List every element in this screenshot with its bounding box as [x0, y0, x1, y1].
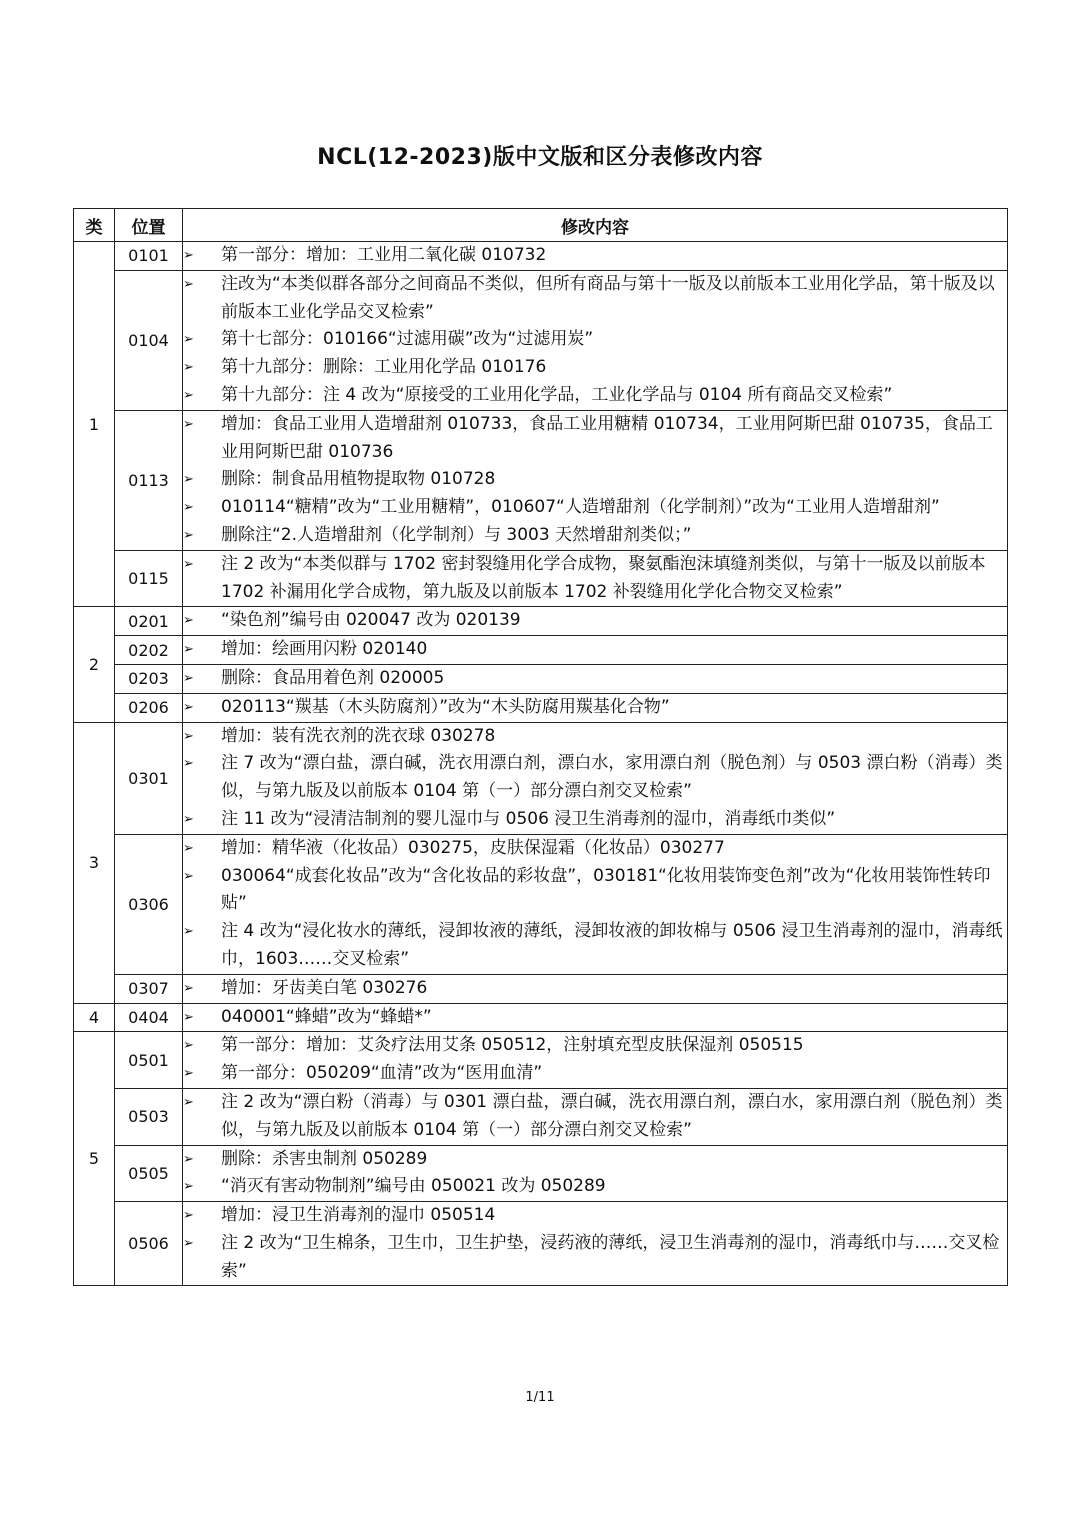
arrow-bullet-icon: ➢	[183, 360, 194, 376]
list-item	[183, 522, 1007, 550]
entry-text: 第一部分：增加：艾灸疗法用艾条 050512，注射填充型皮肤保湿剂 050515	[221, 1035, 804, 1056]
modification-table	[73, 208, 1008, 1286]
list-item	[183, 1230, 1007, 1286]
arrow-bullet-icon: ➢	[183, 670, 194, 686]
arrow-bullet-icon: ➢	[183, 868, 194, 884]
arrow-bullet-icon: ➢	[183, 613, 194, 629]
arrow-bullet-icon: ➢	[183, 248, 194, 263]
table-row	[74, 1003, 1008, 1032]
arrow-bullet-icon: ➢	[183, 276, 194, 292]
arrow-bullet-icon: ➢	[183, 756, 194, 772]
header-position: 位置	[115, 209, 183, 242]
content-cell	[183, 607, 1008, 636]
arrow-bullet-icon: ➢	[183, 1151, 194, 1167]
list-item	[183, 1060, 1007, 1088]
table-row	[74, 1145, 1008, 1202]
content-cell	[183, 270, 1008, 410]
list-item	[183, 382, 1007, 410]
table-row	[74, 550, 1008, 607]
position-code: 0301	[115, 722, 183, 834]
list-item	[183, 411, 1007, 467]
entry-text: 第十九部分：删除：工业用化学品 010176	[221, 357, 547, 378]
arrow-bullet-icon: ➢	[183, 1066, 194, 1082]
entry-text: 增加：浸卫生消毒剂的湿巾 050514	[221, 1205, 496, 1226]
position-code: 0404	[115, 1003, 183, 1032]
entry-text: 第一部分：增加：工业用二氧化碳 010732	[221, 245, 547, 265]
page-title: NCL(12-2023)版中文版和区分表修改内容	[317, 145, 763, 170]
table-row	[74, 834, 1008, 974]
entry-text: 030064“成套化妆品”改为“含化妆品的彩妆盘”，030181“化妆用装饰变色剂”改为“化妆用装饰性转印贴”	[221, 865, 991, 914]
table-body	[74, 242, 1008, 1286]
entry-text: 020113“羰基（木头防腐剂）”改为“木头防腐用羰基化合物”	[221, 696, 670, 717]
content-cell	[183, 834, 1008, 974]
table-row	[74, 242, 1008, 271]
entry-text: 第十七部分：010166“过滤用碳”改为“过滤用炭”	[221, 329, 594, 350]
position-code: 0115	[115, 550, 183, 607]
list-item	[183, 1032, 1007, 1060]
list-item	[183, 723, 1007, 751]
content-cell	[183, 722, 1008, 834]
content-cell	[183, 1145, 1008, 1202]
arrow-bullet-icon: ➢	[183, 840, 194, 856]
entry-text: 010114“糖精”改为“工业用糖精”，010607“人造增甜剂（化学制剂）”改为“工业用人造增甜剂”	[221, 497, 940, 518]
class-number: 3	[74, 722, 115, 1003]
class-number: 5	[74, 1032, 115, 1286]
entry-text: 删除：食品用着色剂 020005	[221, 667, 445, 688]
arrow-bullet-icon: ➢	[183, 924, 194, 940]
table-header-row	[74, 209, 1008, 242]
class-number: 2	[74, 607, 115, 722]
position-code: 0206	[115, 693, 183, 722]
entry-text: 注 7 改为“漂白盐，漂白碱，洗衣用漂白剂，漂白水，家用漂白剂（脱色剂）与 0503 漂白粉（消毒）类似，与第九版及以前版本 0104 第（一）部分漂白剂交叉检索”	[221, 753, 1003, 802]
entry-text: 注改为“本类似群各部分之间商品不类似，但所有商品与第十一版及以前版本工业用化学品，第十版及以前版本工业化学品交叉检索”	[221, 273, 995, 322]
position-code: 0506	[115, 1202, 183, 1286]
table-row	[74, 270, 1008, 410]
list-item	[183, 835, 1007, 863]
page-number: 1/11	[525, 1390, 555, 1405]
arrow-bullet-icon: ➢	[183, 642, 194, 658]
content-cell	[183, 242, 1008, 271]
class-number: 1	[74, 242, 115, 607]
table-row	[74, 410, 1008, 550]
position-code: 0306	[115, 834, 183, 974]
content-cell	[183, 550, 1008, 607]
position-code: 0503	[115, 1088, 183, 1145]
class-number: 4	[74, 1003, 115, 1032]
list-item	[183, 551, 1007, 607]
list-item	[183, 1173, 1007, 1201]
entry-text: 注 2 改为“卫生棉条，卫生巾，卫生护垫，浸药液的薄纸，浸卫生消毒剂的湿巾，消毒纸巾与……交叉检索”	[221, 1232, 1000, 1281]
content-cell	[183, 636, 1008, 665]
arrow-bullet-icon: ➢	[183, 1235, 194, 1251]
arrow-bullet-icon: ➢	[183, 1009, 194, 1025]
position-code: 0307	[115, 974, 183, 1003]
position-code: 0104	[115, 270, 183, 410]
entry-text: 注 2 改为“本类似群与 1702 密封裂缝用化学合成物，聚氨酯泡沫填缝剂类似，与第十一版及以前版本 1702 补漏用化学合成物，第九版及以前版本 1702 补裂缝用化学化合物交叉检索”	[221, 553, 986, 602]
position-code: 0101	[115, 242, 183, 271]
arrow-bullet-icon: ➢	[183, 472, 194, 488]
list-item	[183, 975, 1007, 1003]
list-item	[183, 665, 1007, 693]
position-code: 0113	[115, 410, 183, 550]
list-item	[183, 1146, 1007, 1174]
position-code: 0201	[115, 607, 183, 636]
entry-text: 第一部分：050209“血清”改为“医用血清”	[221, 1063, 543, 1084]
arrow-bullet-icon: ➢	[183, 556, 194, 572]
entry-text: 增加：牙齿美白笔 030276	[221, 977, 428, 998]
list-item	[183, 636, 1007, 664]
arrow-bullet-icon: ➢	[183, 332, 194, 348]
entry-text: “染色剂”编号由 020047 改为 020139	[221, 610, 521, 631]
content-cell	[183, 974, 1008, 1003]
list-item	[183, 1202, 1007, 1230]
entry-text: 删除：杀害虫制剂 050289	[221, 1148, 428, 1169]
arrow-bullet-icon: ➢	[183, 980, 194, 996]
entry-text: 增加：食品工业用人造增甜剂 010733，食品工业用糖精 010734，工业用阿斯巴甜 010735，食品工业用阿斯巴甜 010736	[221, 413, 993, 462]
list-item	[183, 466, 1007, 494]
table-row	[74, 636, 1008, 665]
arrow-bullet-icon: ➢	[183, 1038, 194, 1054]
table-row	[74, 693, 1008, 722]
entry-text: 040001“蜂蜡”改为“蜂蜡*”	[221, 1006, 432, 1027]
entry-text: 删除注“2.人造增甜剂（化学制剂）与 3003 天然增甜剂类似；”	[221, 524, 692, 545]
entry-text: 注 4 改为“浸化妆水的薄纸，浸卸妆液的薄纸，浸卸妆液的卸妆棉与 0506 浸卫生消毒剂的湿巾，消毒纸巾，1603……交叉检索”	[221, 921, 1003, 969]
table-row	[74, 607, 1008, 636]
content-cell	[183, 664, 1008, 693]
list-item	[183, 1004, 1007, 1032]
list-item	[183, 326, 1007, 354]
list-item	[183, 354, 1007, 382]
table-row	[74, 664, 1008, 693]
content-cell	[183, 1202, 1008, 1286]
list-item	[183, 494, 1007, 522]
arrow-bullet-icon: ➢	[183, 1208, 194, 1224]
arrow-bullet-icon: ➢	[183, 1179, 194, 1195]
arrow-bullet-icon: ➢	[183, 1094, 194, 1110]
table-row	[74, 1032, 1008, 1089]
entry-text: 增加：绘画用闪粉 020140	[221, 639, 428, 660]
table-row	[74, 1202, 1008, 1286]
content-cell	[183, 410, 1008, 550]
entry-text: 第十九部分：注 4 改为“原接受的工业用化学品，工业化学品与 0104 所有商品交叉检索”	[221, 384, 893, 405]
position-code: 0202	[115, 636, 183, 665]
content-cell	[183, 1032, 1008, 1089]
entry-text: 注 2 改为“漂白粉（消毒）与 0301 漂白盐，漂白碱，洗衣用漂白剂，漂白水，家用漂白剂（脱色剂）类似，与第九版及以前版本 0104 第（一）部分漂白剂交叉检索”	[221, 1091, 1003, 1140]
position-code: 0501	[115, 1032, 183, 1089]
header-class: 类	[74, 209, 115, 242]
list-item	[183, 607, 1007, 635]
entry-text: “消灭有害动物制剂”编号由 050021 改为 050289	[221, 1176, 606, 1197]
arrow-bullet-icon: ➢	[183, 416, 194, 432]
list-item	[183, 271, 1007, 327]
table-row	[74, 974, 1008, 1003]
list-item	[183, 242, 1007, 270]
entry-text: 注 11 改为“浸清洁制剂的婴儿湿巾与 0506 浸卫生消毒剂的湿巾，消毒纸巾类似”	[221, 808, 836, 829]
list-item	[183, 918, 1007, 974]
list-item	[183, 750, 1007, 806]
entry-text: 增加：精华液（化妆品）030275，皮肤保湿霜（化妆品）030277	[221, 837, 725, 858]
content-cell	[183, 693, 1008, 722]
table-row	[74, 1088, 1008, 1145]
entry-text: 删除：制食品用植物提取物 010728	[221, 469, 496, 490]
list-item	[183, 1089, 1007, 1145]
arrow-bullet-icon: ➢	[183, 500, 194, 516]
content-cell	[183, 1003, 1008, 1032]
header-content: 修改内容	[183, 209, 1008, 242]
table-row	[74, 722, 1008, 834]
list-item	[183, 694, 1007, 722]
entry-text: 增加：装有洗衣剂的洗衣球 030278	[221, 725, 496, 746]
arrow-bullet-icon: ➢	[183, 527, 194, 543]
position-code: 0203	[115, 664, 183, 693]
arrow-bullet-icon: ➢	[183, 811, 194, 827]
list-item	[183, 806, 1007, 834]
arrow-bullet-icon: ➢	[183, 387, 194, 403]
list-item	[183, 863, 1007, 919]
position-code: 0505	[115, 1145, 183, 1202]
arrow-bullet-icon: ➢	[183, 728, 194, 744]
arrow-bullet-icon: ➢	[183, 699, 194, 715]
content-cell	[183, 1088, 1008, 1145]
